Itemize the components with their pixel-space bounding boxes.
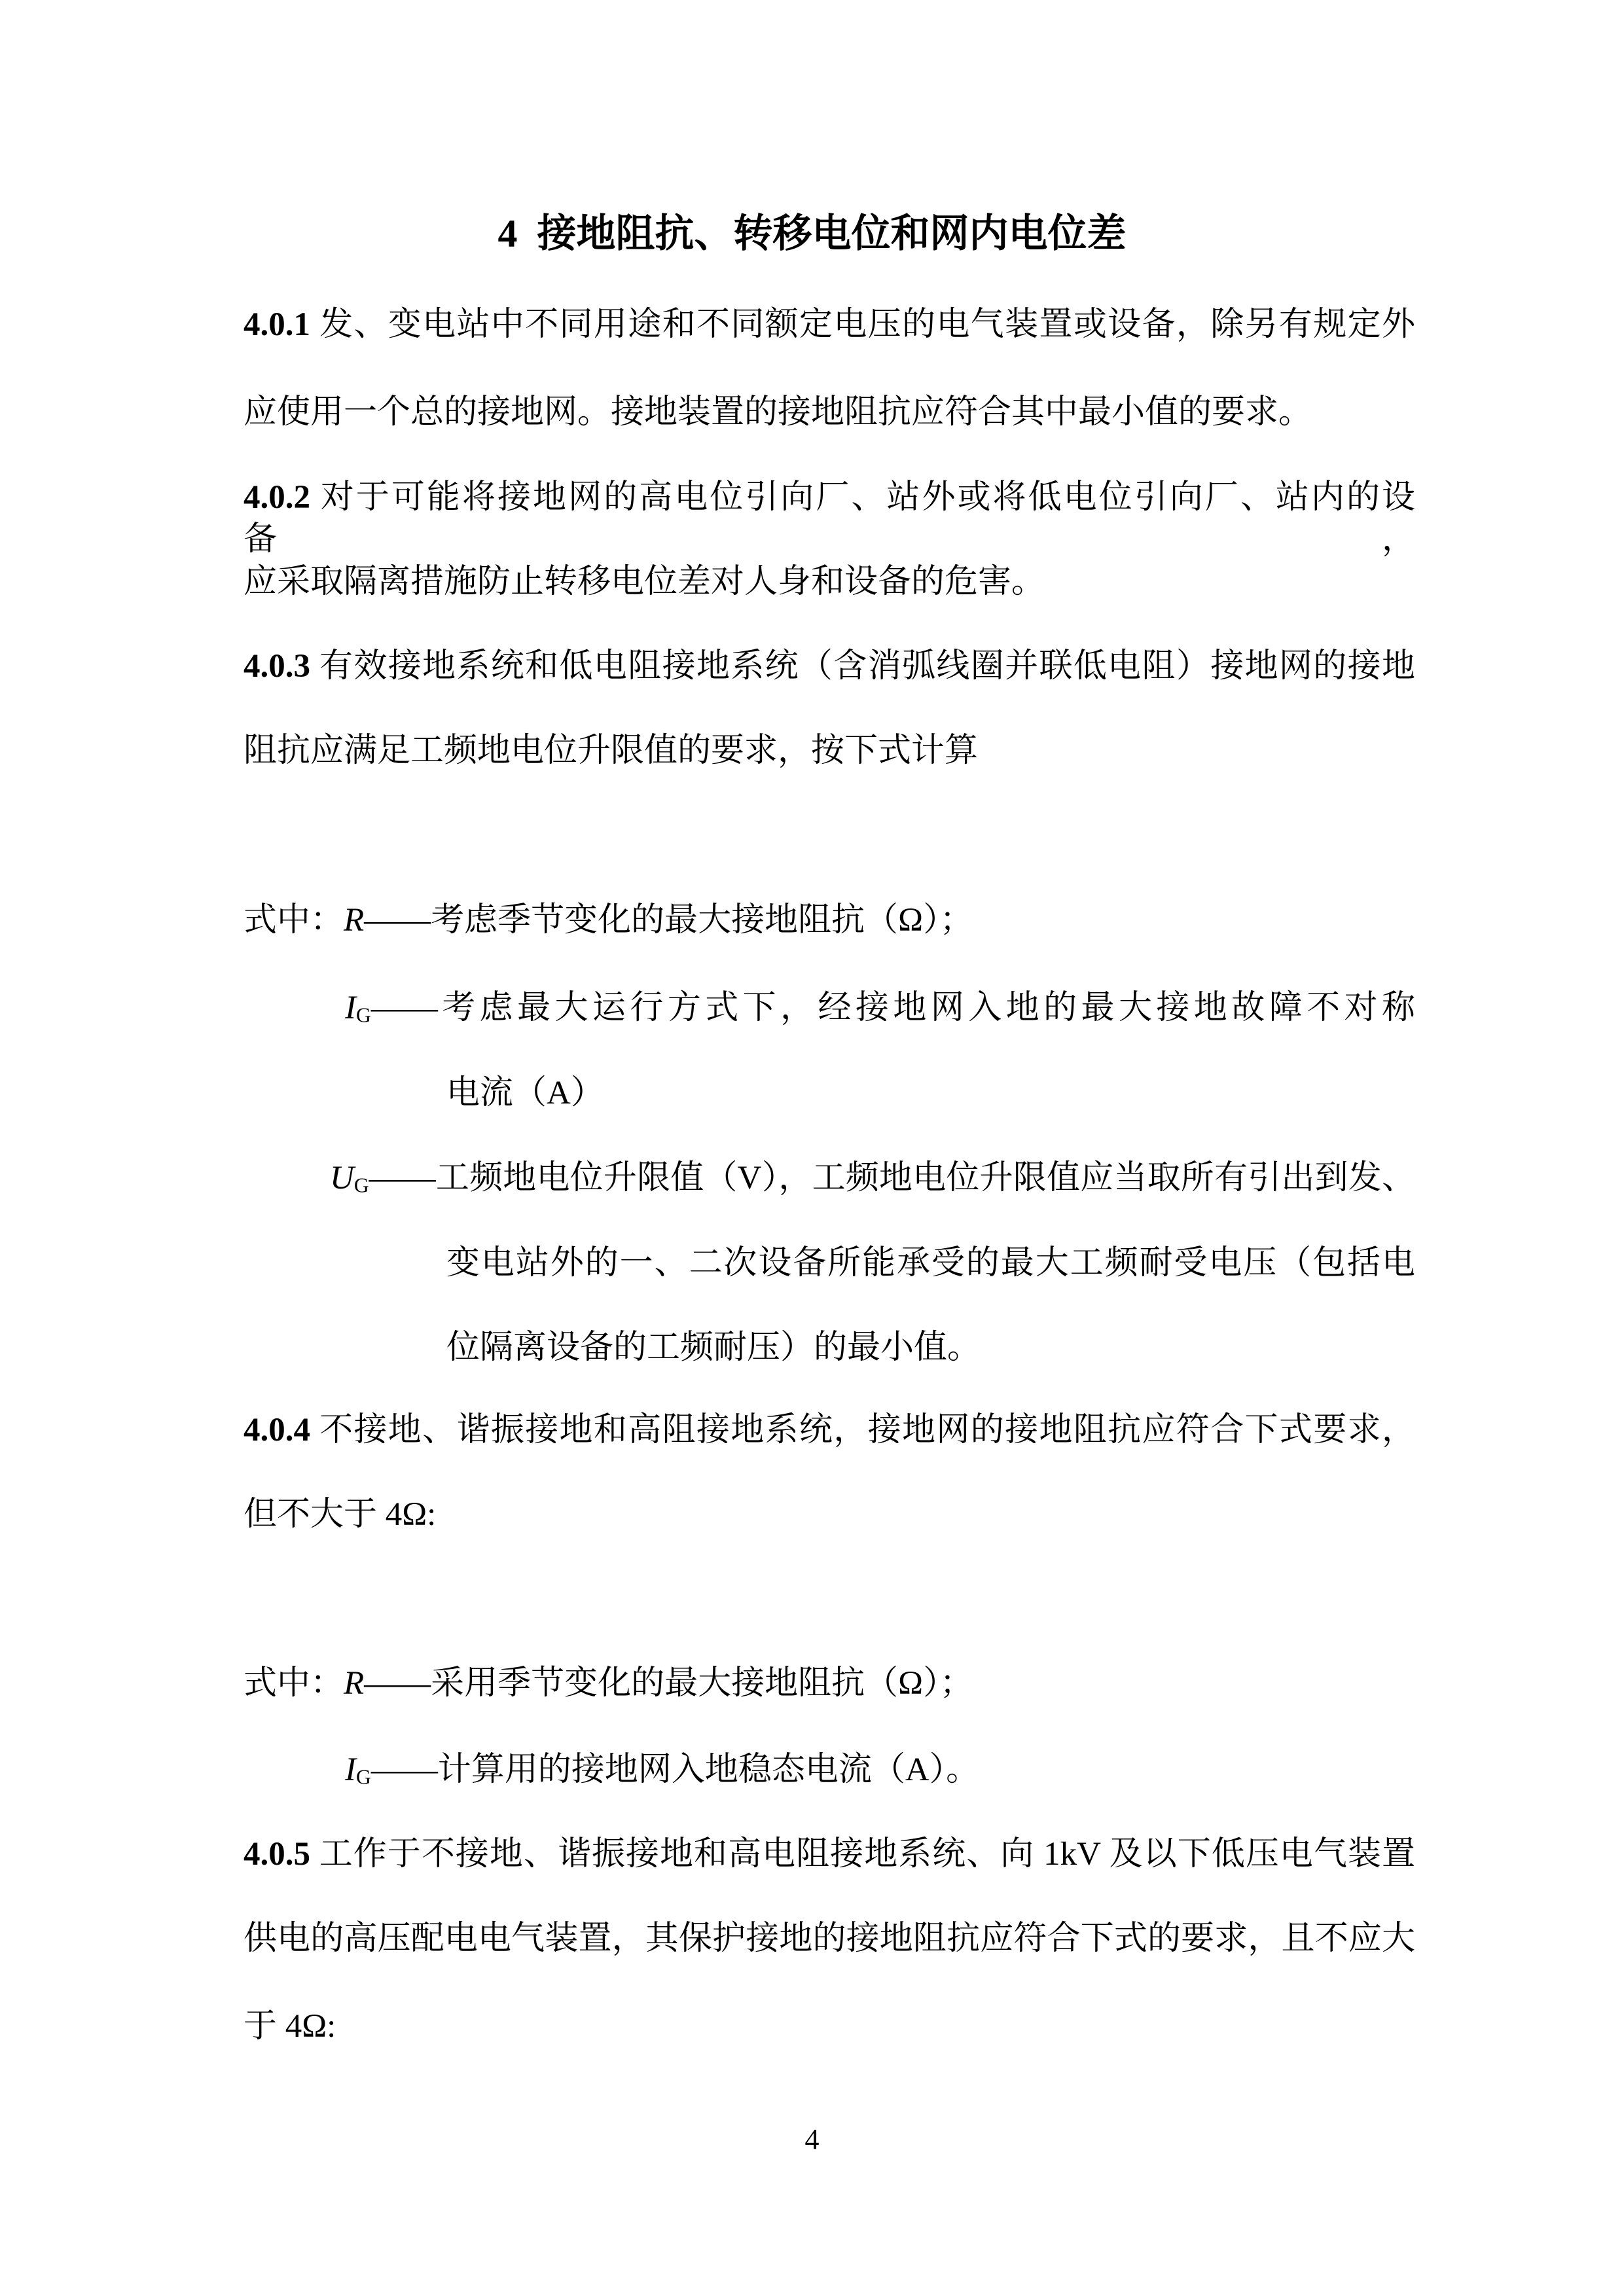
body-line-16 xyxy=(244,1833,1415,1875)
body-line-13 xyxy=(244,1494,1415,1535)
body-line-14 xyxy=(244,1662,1415,1704)
body-line-17 xyxy=(244,1918,1415,1960)
text-run: 供电的高压配电电气装置，其保护接地的接地阻抗应符合下式的要求，且不应大 xyxy=(244,1920,1415,1957)
text-run: ——采用季节变化的最大接地阻抗（Ω）； xyxy=(364,1665,973,1702)
text-run: 式中： xyxy=(244,902,344,939)
body-line-3 xyxy=(244,561,1415,603)
body-line-4 xyxy=(244,645,1415,687)
text-run: 4.0.5 xyxy=(244,1836,310,1873)
text-run: 应使用一个总的接地网。接地装置的接地阻抗应符合其中最小值的要求。 xyxy=(244,394,1312,431)
text-run: R xyxy=(344,902,365,939)
text-run: 4.0.1 xyxy=(244,306,310,343)
text-run: ——工频地电位升限值（V），工频地电位升限值应当取所有引出到发、 xyxy=(369,1160,1415,1196)
text-run: R xyxy=(344,1665,365,1702)
body-line-7 xyxy=(345,987,1415,1036)
section-title: 4 接地阻抗、转移电位和网内电位差 xyxy=(497,212,1127,255)
text-run: 应采取隔离措施防止转移电位差对人身和设备的危害。 xyxy=(244,564,1045,600)
body-line-6 xyxy=(244,899,1415,941)
text-run: 变电站外的一、二次设备所能承受的最大工频耐受电压（包括电 xyxy=(446,1245,1415,1282)
body-line-8 xyxy=(446,1072,1415,1114)
body-line-12 xyxy=(244,1409,1415,1451)
body-line-9 xyxy=(330,1157,1415,1206)
text-run: 于 4Ω: xyxy=(244,2008,336,2045)
body-line-2 xyxy=(244,476,1415,560)
text-run: 4.0.3 xyxy=(244,648,310,685)
page-number: 4 xyxy=(804,2123,820,2155)
body-line-10 xyxy=(446,1242,1415,1284)
text-run: G xyxy=(355,1003,371,1027)
text-run: 电流（A） xyxy=(446,1075,604,1111)
body-line-5 xyxy=(244,730,1415,772)
text-run: ——考虑最大运行方式下，经接地网入地的最大接地故障不对称 xyxy=(370,990,1415,1026)
text-run: ——计算用的接地网入地稳态电流（A）。 xyxy=(370,1751,980,1788)
text-run: U xyxy=(330,1160,354,1196)
text-run: G xyxy=(355,1765,371,1789)
text-run: G xyxy=(353,1174,369,1197)
text-run: 式中： xyxy=(244,1665,344,1702)
text-run: I xyxy=(345,1751,356,1788)
text-run: 4.0.2 xyxy=(244,479,310,516)
text-run: ——考虑季节变化的最大接地阻抗（Ω）； xyxy=(364,902,973,939)
text-run: 不接地、谐振接地和高阻接地系统，接地网的接地阻抗应符合下式要求， xyxy=(310,1412,1415,1448)
text-run: 位隔离设备的工频耐压）的最小值。 xyxy=(446,1329,981,1366)
text-run: 发、变电站中不同用途和不同额定电压的电气装置或设备，除另有规定外 xyxy=(310,306,1415,343)
body-line-15 xyxy=(345,1749,1415,1798)
text-run: 4.0.4 xyxy=(244,1412,310,1448)
text-run: 对于可能将接地网的高电位引向厂、站外或将低电位引向厂、站内的设备， xyxy=(244,479,1415,558)
text-run: 但不大于 4Ω: xyxy=(244,1496,437,1533)
body-line-1 xyxy=(244,391,1415,433)
text-run: 有效接地系统和低电阻接地系统（含消弧线圈并联低电阻）接地网的接地 xyxy=(310,648,1415,685)
body-line-11 xyxy=(446,1327,1415,1369)
text-run: I xyxy=(345,990,356,1026)
body-line-18 xyxy=(244,2005,1415,2047)
text-run: 阻抗应满足工频地电位升限值的要求，按下式计算 xyxy=(244,732,979,769)
text-run: 工作于不接地、谐振接地和高电阻接地系统、向 1kV 及以下低压电气装置 xyxy=(310,1836,1415,1873)
body-line-0 xyxy=(244,304,1415,346)
